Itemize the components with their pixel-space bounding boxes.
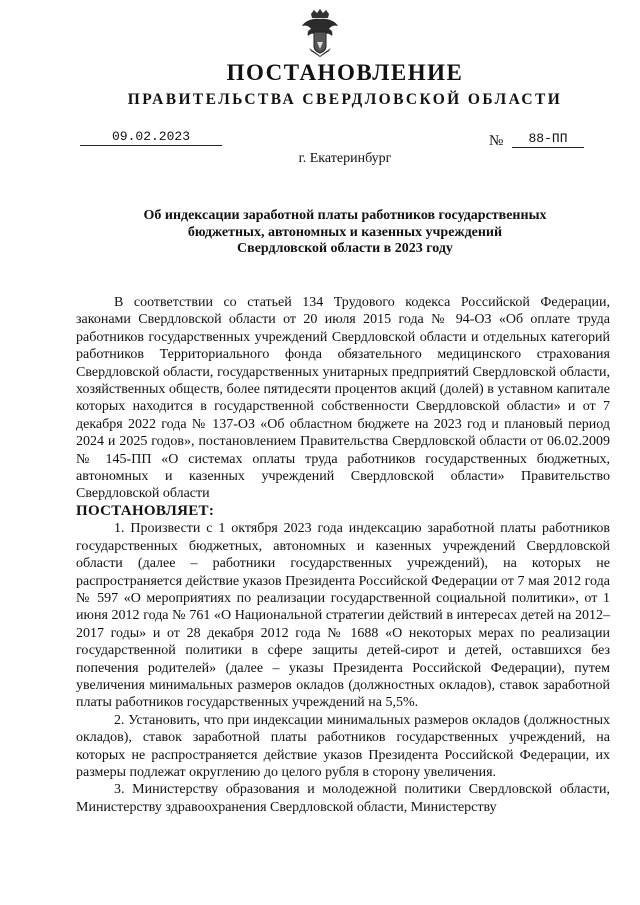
document-title-line: Об индексации заработной платы работников государственных	[143, 208, 547, 223]
item-paragraph-2: 2. Установить, что при индексации минимальных размеров окладов (должностных окладов), ставок заработной платы работников государственных учреждений, на которых не распространяется действие указов Президента Российской Федерации, их размеры подлежат округлению до целого рубля в сторону увеличения.	[76, 712, 610, 780]
document-date: 09.02.2023	[80, 129, 222, 146]
city: г. Екатеринбург	[298, 151, 392, 166]
item-paragraph-3: 3. Министерству образования и молодежной политики Свердловской области, Министерству здравоохранения Свердловской области, Министерству	[76, 782, 610, 815]
document-body	[76, 294, 610, 816]
number-sign: №	[489, 133, 504, 149]
document-title	[90, 208, 600, 258]
document-title-line: бюджетных, автономных и казенных учреждений	[187, 224, 503, 240]
document-title-line: Свердловской области в 2023 году	[237, 241, 453, 256]
item-paragraph-1: 1. Произвести с 1 октября 2023 года индексацию заработной платы работников государственных бюджетных, автономных и казенных учреждений Свердловской области (далее – работники государственных учреждений), на которых не распространяется действие указов Президента Российской Федерации от 7 мая 2012 года № 597 «О мероприятиях по реализации государственной социальной политики», от 1 июня 2012 года № 761 «О Национальной стратегии действий в интересах детей на 2012–2017 годы» и от 28 декабря 2012 года № 1688 «О некоторых мерах по реализации государственной политики в сфере защиты детей-сирот и детей, оставшихся без попечения родителей» (далее – указы Президента Российской Федерации), путем увеличения минимальных размеров окладов (должностных окладов), ставок заработной платы работников государственных учреждений на 5,5%.	[76, 521, 610, 711]
decree-heading: ПОСТАНОВЛЯЕТ:	[76, 502, 215, 519]
document-type-title: ПОСТАНОВЛЕНИЕ	[226, 60, 464, 85]
issuer-title: ПРАВИТЕЛЬСТВА СВЕРДЛОВСКОЙ ОБЛАСТИ	[127, 91, 563, 108]
document-number: 88-ПП	[512, 131, 584, 148]
preamble-paragraph: В соответствии со статьей 134 Трудового кодекса Российской Федерации, законами Свердловской области от 20 июля 2015 года № 94-ОЗ «Об оплате труда работников государственных учреждений Свердловской области и отдельных категорий работников Территориального фонда обязательного медицинского страхования Свердловской области, государственных унитарных предприятий Свердловской области, хозяйственных обществ, более пятидесяти процентов акций (долей) в уставном капитале которых находится в государственной собственности Свердловской области» и от 7 декабря 2022 года № 137-ОЗ «Об областном бюджете на 2023 год и плановый период 2024 и 2025 годов», постановлением Правительства Свердловской области от 06.02.2009 № 145-ПП «О системах оплаты труда работников государственных бюджетных, автономных и казенных учреждений Свердловской области» Правительство Свердловской области	[76, 295, 610, 502]
coat-of-arms-icon	[299, 8, 341, 58]
